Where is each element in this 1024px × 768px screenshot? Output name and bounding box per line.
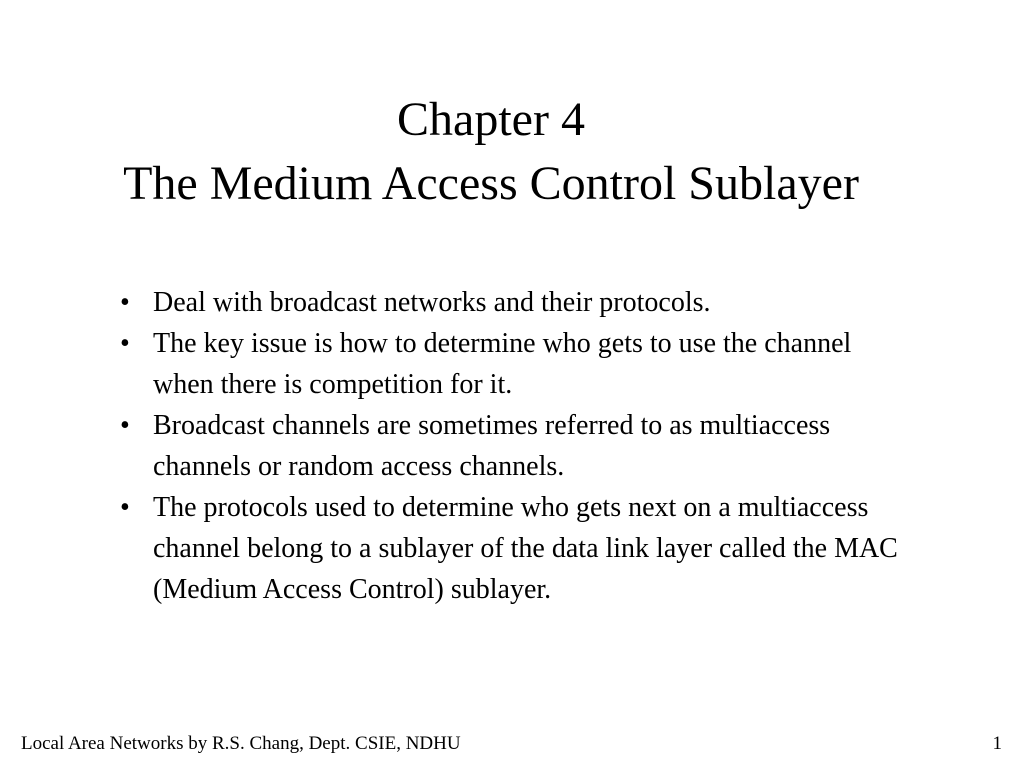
bullet-list [116,282,916,610]
bullet-item [116,323,916,405]
slide-title [0,88,982,216]
bullet-text: The protocols used to determine who gets next on a multiaccess channel belong to a sublayer of the data link layer called the MAC (Medium Access Control) sublayer. [153,492,898,605]
bullet-item [116,405,916,487]
bullet-text: The key issue is how to determine who gets to use the channel when there is competition for it. [153,328,852,400]
bullet-item [116,282,916,323]
bullet-item [116,487,916,610]
bullet-marker: • [120,410,130,441]
title-topic: The Medium Access Control Sublayer [123,157,859,210]
footer-credit: Local Area Networks by R.S. Chang, Dept. CSIE, NDHU [21,733,461,754]
bullet-text: Deal with broadcast networks and their protocols. [153,287,711,318]
page-number: 1 [992,733,1002,754]
title-chapter: Chapter 4 [397,93,585,146]
bullet-marker: • [120,287,130,318]
bullet-marker: • [120,492,130,523]
bullet-text: Broadcast channels are sometimes referred to as multiaccess channels or random access channels. [153,410,831,482]
bullet-marker: • [120,328,130,359]
